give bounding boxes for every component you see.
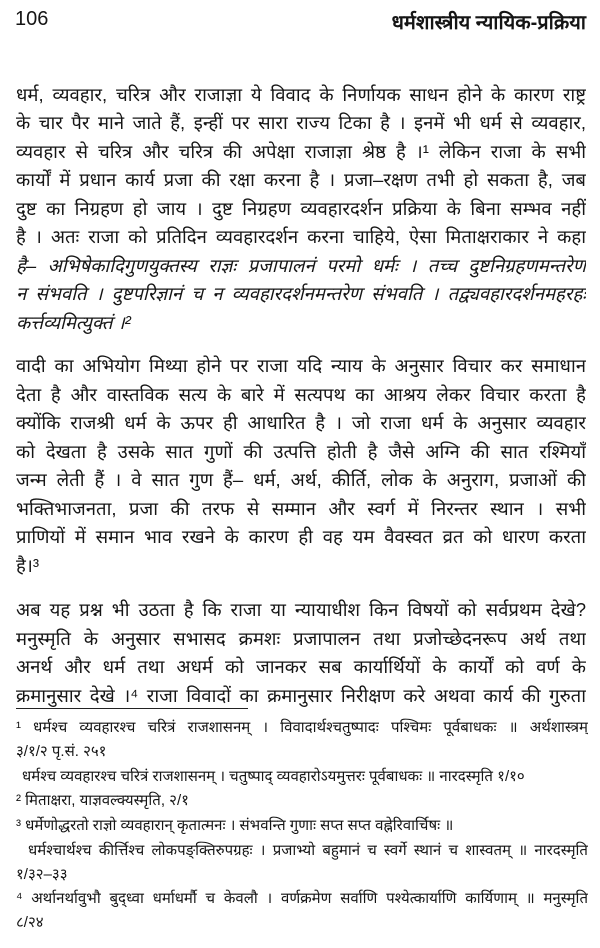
text-line: के चार पैर माने जाते हैं, इन्हीं पर सारा राज्य टिका है । इनमें भी धर्म से व्यवहार, xyxy=(16,112,586,133)
footnote-line: ² मिताक्षरा, याज्ञवल्क्यस्मृति, २/१ xyxy=(16,792,189,809)
footnote-line: धर्मश्च व्यवहारश्च चरित्रं राजशासनम् । चतुष्पाद् व्यवहारोऽयमुत्तरः पूर्वबाधकः ॥ नारदस्मृति १/१० xyxy=(22,768,525,785)
text-line: धर्म, व्यवहार, चरित्र और राजाज्ञा ये विवाद के निर्णायक साधन होने के कारण राष्ट्र xyxy=(16,84,586,105)
text-line: व्यवहार से चरित्र और चरित्र की अपेक्षा राजाज्ञा श्रेष्ठ है ।¹ लेकिन राजा के सभी xyxy=(16,141,586,162)
footnote-divider xyxy=(16,708,248,709)
page-number: 106 xyxy=(15,8,49,30)
footnote-line: ८/२४ xyxy=(16,914,44,931)
text-line: क्योंकि राजश्री धर्म के ऊपर ही आधारित है । जो राजा धर्म के अनुसार व्यवहार xyxy=(16,412,586,433)
footnote-line: १/३२–३३ xyxy=(16,866,68,883)
text-line: को देखता है उसके सात गुणों की उत्पत्ति होती है जैसे अग्नि की सात रश्मियाँ xyxy=(16,441,586,462)
text-line: अनर्थ और धर्म तथा अधर्म को जानकर सब कार्यार्थियों के कार्यों को वर्ण के xyxy=(16,656,586,677)
text-line: है । अतः राजा को प्रतिदिन व्यवहारदर्शन करना चाहिये, ऐसा मिताक्षराकार ने कहा xyxy=(16,226,586,247)
footnote-line: ³ धर्मेणोद्धरतो राज्ञो व्यवहारान् कृतात्मनः । संभवन्ति गुणाः सप्त सप्त वह्नेरिवार्चिषः ॥ xyxy=(16,817,454,834)
footnote-line: ३/१/२ पृ.सं. २५१ xyxy=(16,743,107,760)
text-line: कार्यों में प्रधान कार्य प्रजा की रक्षा करना है । प्रजा–रक्षण तभी हो सकता है, जब xyxy=(16,169,586,190)
text-line: वादी का अभियोग मिथ्या होने पर राजा यदि न्याय के अनुसार विचार कर समाधान xyxy=(16,355,586,376)
text-line: देता है और वास्तविक सत्य के बारे में सत्यपथ का आश्रय लेकर विचार करता है xyxy=(16,384,586,405)
footnote-line: ¹ धर्मश्च व्यवहारश्च चरित्रं राजशासनम् । विवादार्थश्चतुष्पादः पश्चिमः पूर्वबाधकः ॥ अर्थशास्त्रम् xyxy=(16,719,588,736)
sanskrit-quote-line: कर्त्तव्यमित्युक्तं ।² xyxy=(16,312,131,333)
text-line: मनुस्मृति के अनुसार सभासद क्रमशः प्रजापालन तथा प्रजोच्छेदनरूप अर्थ तथा xyxy=(16,628,586,649)
running-title: धर्मशास्त्रीय न्यायिक-प्रक्रिया xyxy=(391,12,586,34)
text-line: है।³ xyxy=(16,555,39,576)
text-line: दुष्ट का निग्रहण हो जाय । दुष्ट निग्रहण व्यवहारदर्शन प्रक्रिया के बिना सम्भव नहीं xyxy=(16,198,586,219)
sanskrit-quote-line: है– अभिषेकादिगुणयुक्तस्य राज्ञः प्रजापालनं परमो धर्मः । तच्च दुष्टनिग्रहणमन्तरेण xyxy=(16,255,586,276)
text-line: क्रमानुसार देखे ।⁴ राजा विवादों का क्रमानुसार निरीक्षण करे अथवा कार्य की गुरुता xyxy=(16,685,586,706)
text-line: प्राणियों में समान भाव रखने के कारण ही वह यम वैवस्वत व्रत को धारण करता xyxy=(16,526,586,547)
text-line: जन्म लेती हैं । वे सात गुण हैं– धर्म, अर्थ, कीर्ति, लोक के अनुराग, प्रजाओं की xyxy=(16,469,586,490)
footnote-line: धर्मश्चार्थश्च कीर्त्तिश्च लोकपङ्क्तिरुपग्रहः । प्रजाभ्यो बहुमानं च स्वर्गे स्थानं च शास्वतम् ॥ नारदस्मृति xyxy=(28,842,588,859)
sanskrit-quote-line: न संभवति । दुष्टपरिज्ञानं च न व्यवहारदर्शनमन्तरेण संभवति । तद्व्यवहारदर्शनमहरहः xyxy=(16,283,586,304)
text-line: अब यह प्रश्न भी उठता है कि राजा या न्यायाधीश किन विषयों को सर्वप्रथम देखे? xyxy=(16,599,586,620)
footnote-line: ⁴ अर्थानर्थावुभौ बुद्ध्वा धर्माधर्मौ च केवलौ । वर्णक्रमेण सर्वाणि पश्येत्कार्याणि कार्यिणाम् ॥ मनुस्मृति xyxy=(16,890,588,907)
text-line: भक्तिभाजनता, प्रजा की तरफ से सम्मान और स्वर्ग में निरन्तर स्थान । सभी xyxy=(16,498,586,519)
